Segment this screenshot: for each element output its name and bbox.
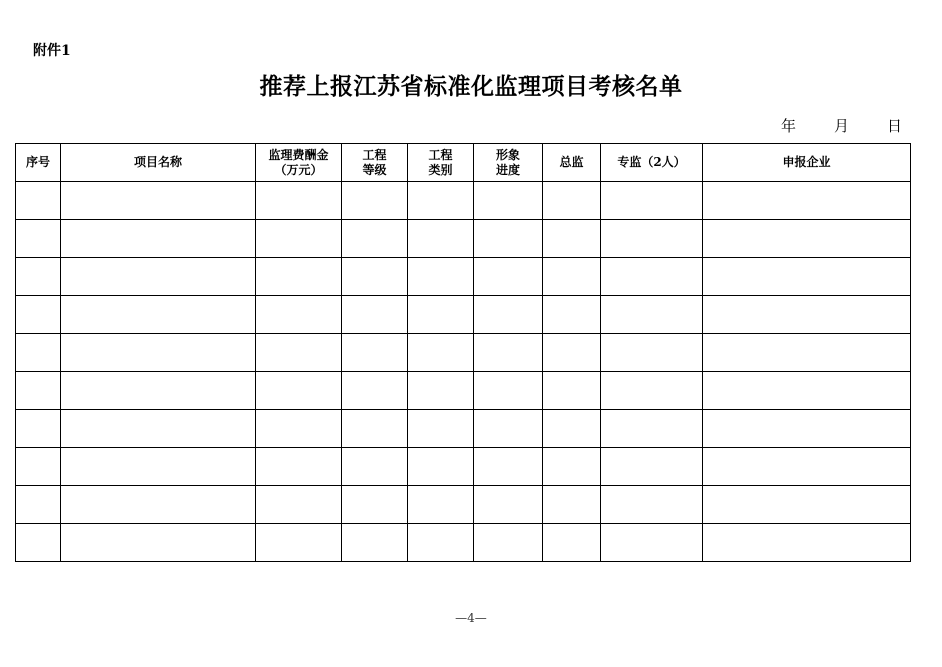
table-cell[interactable]	[703, 524, 911, 562]
table-cell[interactable]	[474, 220, 543, 258]
table-cell[interactable]	[601, 258, 703, 296]
table-cell[interactable]	[61, 258, 256, 296]
table-cell[interactable]	[543, 448, 601, 486]
table-cell[interactable]	[601, 334, 703, 372]
date-day-label: 日	[886, 117, 902, 135]
table-cell[interactable]	[16, 372, 61, 410]
table-cell[interactable]	[256, 524, 342, 562]
table-cell[interactable]	[474, 524, 543, 562]
table-cell[interactable]	[342, 296, 408, 334]
table-cell[interactable]	[703, 410, 911, 448]
table-row	[16, 182, 911, 220]
table-cell[interactable]	[61, 372, 256, 410]
table-cell[interactable]	[342, 220, 408, 258]
table-cell[interactable]	[543, 220, 601, 258]
table-cell[interactable]	[408, 524, 474, 562]
table-cell[interactable]	[601, 410, 703, 448]
table-cell[interactable]	[703, 372, 911, 410]
header-chief-supervisor: 总监	[543, 144, 601, 182]
project-roster-table	[15, 143, 911, 562]
table-cell[interactable]	[16, 220, 61, 258]
table-row	[16, 410, 911, 448]
table-cell[interactable]	[16, 486, 61, 524]
document-title: 推荐上报江苏省标准化监理项目考核名单	[259, 73, 683, 100]
table-row	[16, 486, 911, 524]
table-cell[interactable]	[342, 372, 408, 410]
table-row	[16, 220, 911, 258]
table-cell[interactable]	[601, 524, 703, 562]
table-cell[interactable]	[474, 372, 543, 410]
table-cell[interactable]	[408, 258, 474, 296]
table-cell[interactable]	[703, 486, 911, 524]
table-cell[interactable]	[342, 258, 408, 296]
table-cell[interactable]	[703, 448, 911, 486]
table-cell[interactable]	[601, 296, 703, 334]
table-cell[interactable]	[408, 182, 474, 220]
table-cell[interactable]	[543, 372, 601, 410]
table-body	[16, 182, 911, 562]
header-progress: 形象 进度	[474, 144, 543, 182]
table-cell[interactable]	[256, 334, 342, 372]
table-cell[interactable]	[543, 524, 601, 562]
table-cell[interactable]	[16, 182, 61, 220]
table-cell[interactable]	[474, 334, 543, 372]
header-serial-number: 序号	[16, 144, 61, 182]
table-cell[interactable]	[408, 296, 474, 334]
table-cell[interactable]	[256, 258, 342, 296]
table-cell[interactable]	[256, 372, 342, 410]
table-cell[interactable]	[601, 486, 703, 524]
table-row	[16, 258, 911, 296]
table-cell[interactable]	[601, 448, 703, 486]
table-cell[interactable]	[61, 220, 256, 258]
table-cell[interactable]	[61, 524, 256, 562]
table-cell[interactable]	[408, 372, 474, 410]
date-month-label: 月	[833, 117, 849, 135]
header-project-name: 项目名称	[61, 144, 256, 182]
table-cell[interactable]	[61, 410, 256, 448]
table-cell[interactable]	[408, 410, 474, 448]
table-cell[interactable]	[256, 410, 342, 448]
table-cell[interactable]	[703, 220, 911, 258]
table-cell[interactable]	[474, 182, 543, 220]
table-cell[interactable]	[703, 296, 911, 334]
table-cell[interactable]	[543, 182, 601, 220]
table-cell[interactable]	[342, 448, 408, 486]
table-cell[interactable]	[408, 486, 474, 524]
table-cell[interactable]	[543, 334, 601, 372]
table-cell[interactable]	[16, 448, 61, 486]
table-row	[16, 296, 911, 334]
table-cell[interactable]	[543, 296, 601, 334]
table-cell[interactable]	[256, 448, 342, 486]
table-cell[interactable]	[543, 410, 601, 448]
table-cell[interactable]	[543, 486, 601, 524]
table-cell[interactable]	[16, 334, 61, 372]
table-row	[16, 524, 911, 562]
page-number: —4—	[455, 611, 487, 625]
table-cell[interactable]	[16, 524, 61, 562]
table-cell[interactable]	[256, 486, 342, 524]
table-cell[interactable]	[61, 486, 256, 524]
header-applicant-company: 申报企业	[703, 144, 911, 182]
table-row	[16, 334, 911, 372]
table-cell[interactable]	[256, 182, 342, 220]
table-cell[interactable]	[16, 410, 61, 448]
table-cell[interactable]	[703, 182, 911, 220]
table-cell[interactable]	[16, 296, 61, 334]
table-cell[interactable]	[703, 334, 911, 372]
table-cell[interactable]	[16, 258, 61, 296]
table-cell[interactable]	[474, 486, 543, 524]
header-project-grade: 工程 等级	[342, 144, 408, 182]
table-cell[interactable]	[703, 258, 911, 296]
table-cell[interactable]	[342, 334, 408, 372]
table-cell[interactable]	[474, 258, 543, 296]
table-cell[interactable]	[342, 524, 408, 562]
date-year-label: 年	[780, 117, 796, 135]
date-line	[781, 115, 902, 136]
table-cell[interactable]	[342, 410, 408, 448]
table-cell[interactable]	[408, 334, 474, 372]
table-cell[interactable]	[474, 296, 543, 334]
table-cell[interactable]	[601, 182, 703, 220]
table-cell[interactable]	[256, 220, 342, 258]
table-cell[interactable]	[61, 296, 256, 334]
header-project-category: 工程 类别	[408, 144, 474, 182]
table-cell[interactable]	[408, 220, 474, 258]
table-cell[interactable]	[474, 410, 543, 448]
table-cell[interactable]	[474, 448, 543, 486]
table-header-row	[16, 144, 911, 182]
table-cell[interactable]	[61, 182, 256, 220]
table-cell[interactable]	[601, 220, 703, 258]
table-cell[interactable]	[256, 296, 342, 334]
header-specialist-supervisors: 专监（2人）	[601, 144, 703, 182]
table-cell[interactable]	[61, 448, 256, 486]
table-row	[16, 372, 911, 410]
attachment-label: 附件1	[33, 43, 71, 59]
table-cell[interactable]	[543, 258, 601, 296]
table-cell[interactable]	[601, 372, 703, 410]
table-cell[interactable]	[408, 448, 474, 486]
table-cell[interactable]	[342, 486, 408, 524]
table-row	[16, 448, 911, 486]
header-supervision-fee: 监理费酬金 （万元）	[256, 144, 342, 182]
table-cell[interactable]	[342, 182, 408, 220]
table-cell[interactable]	[61, 334, 256, 372]
